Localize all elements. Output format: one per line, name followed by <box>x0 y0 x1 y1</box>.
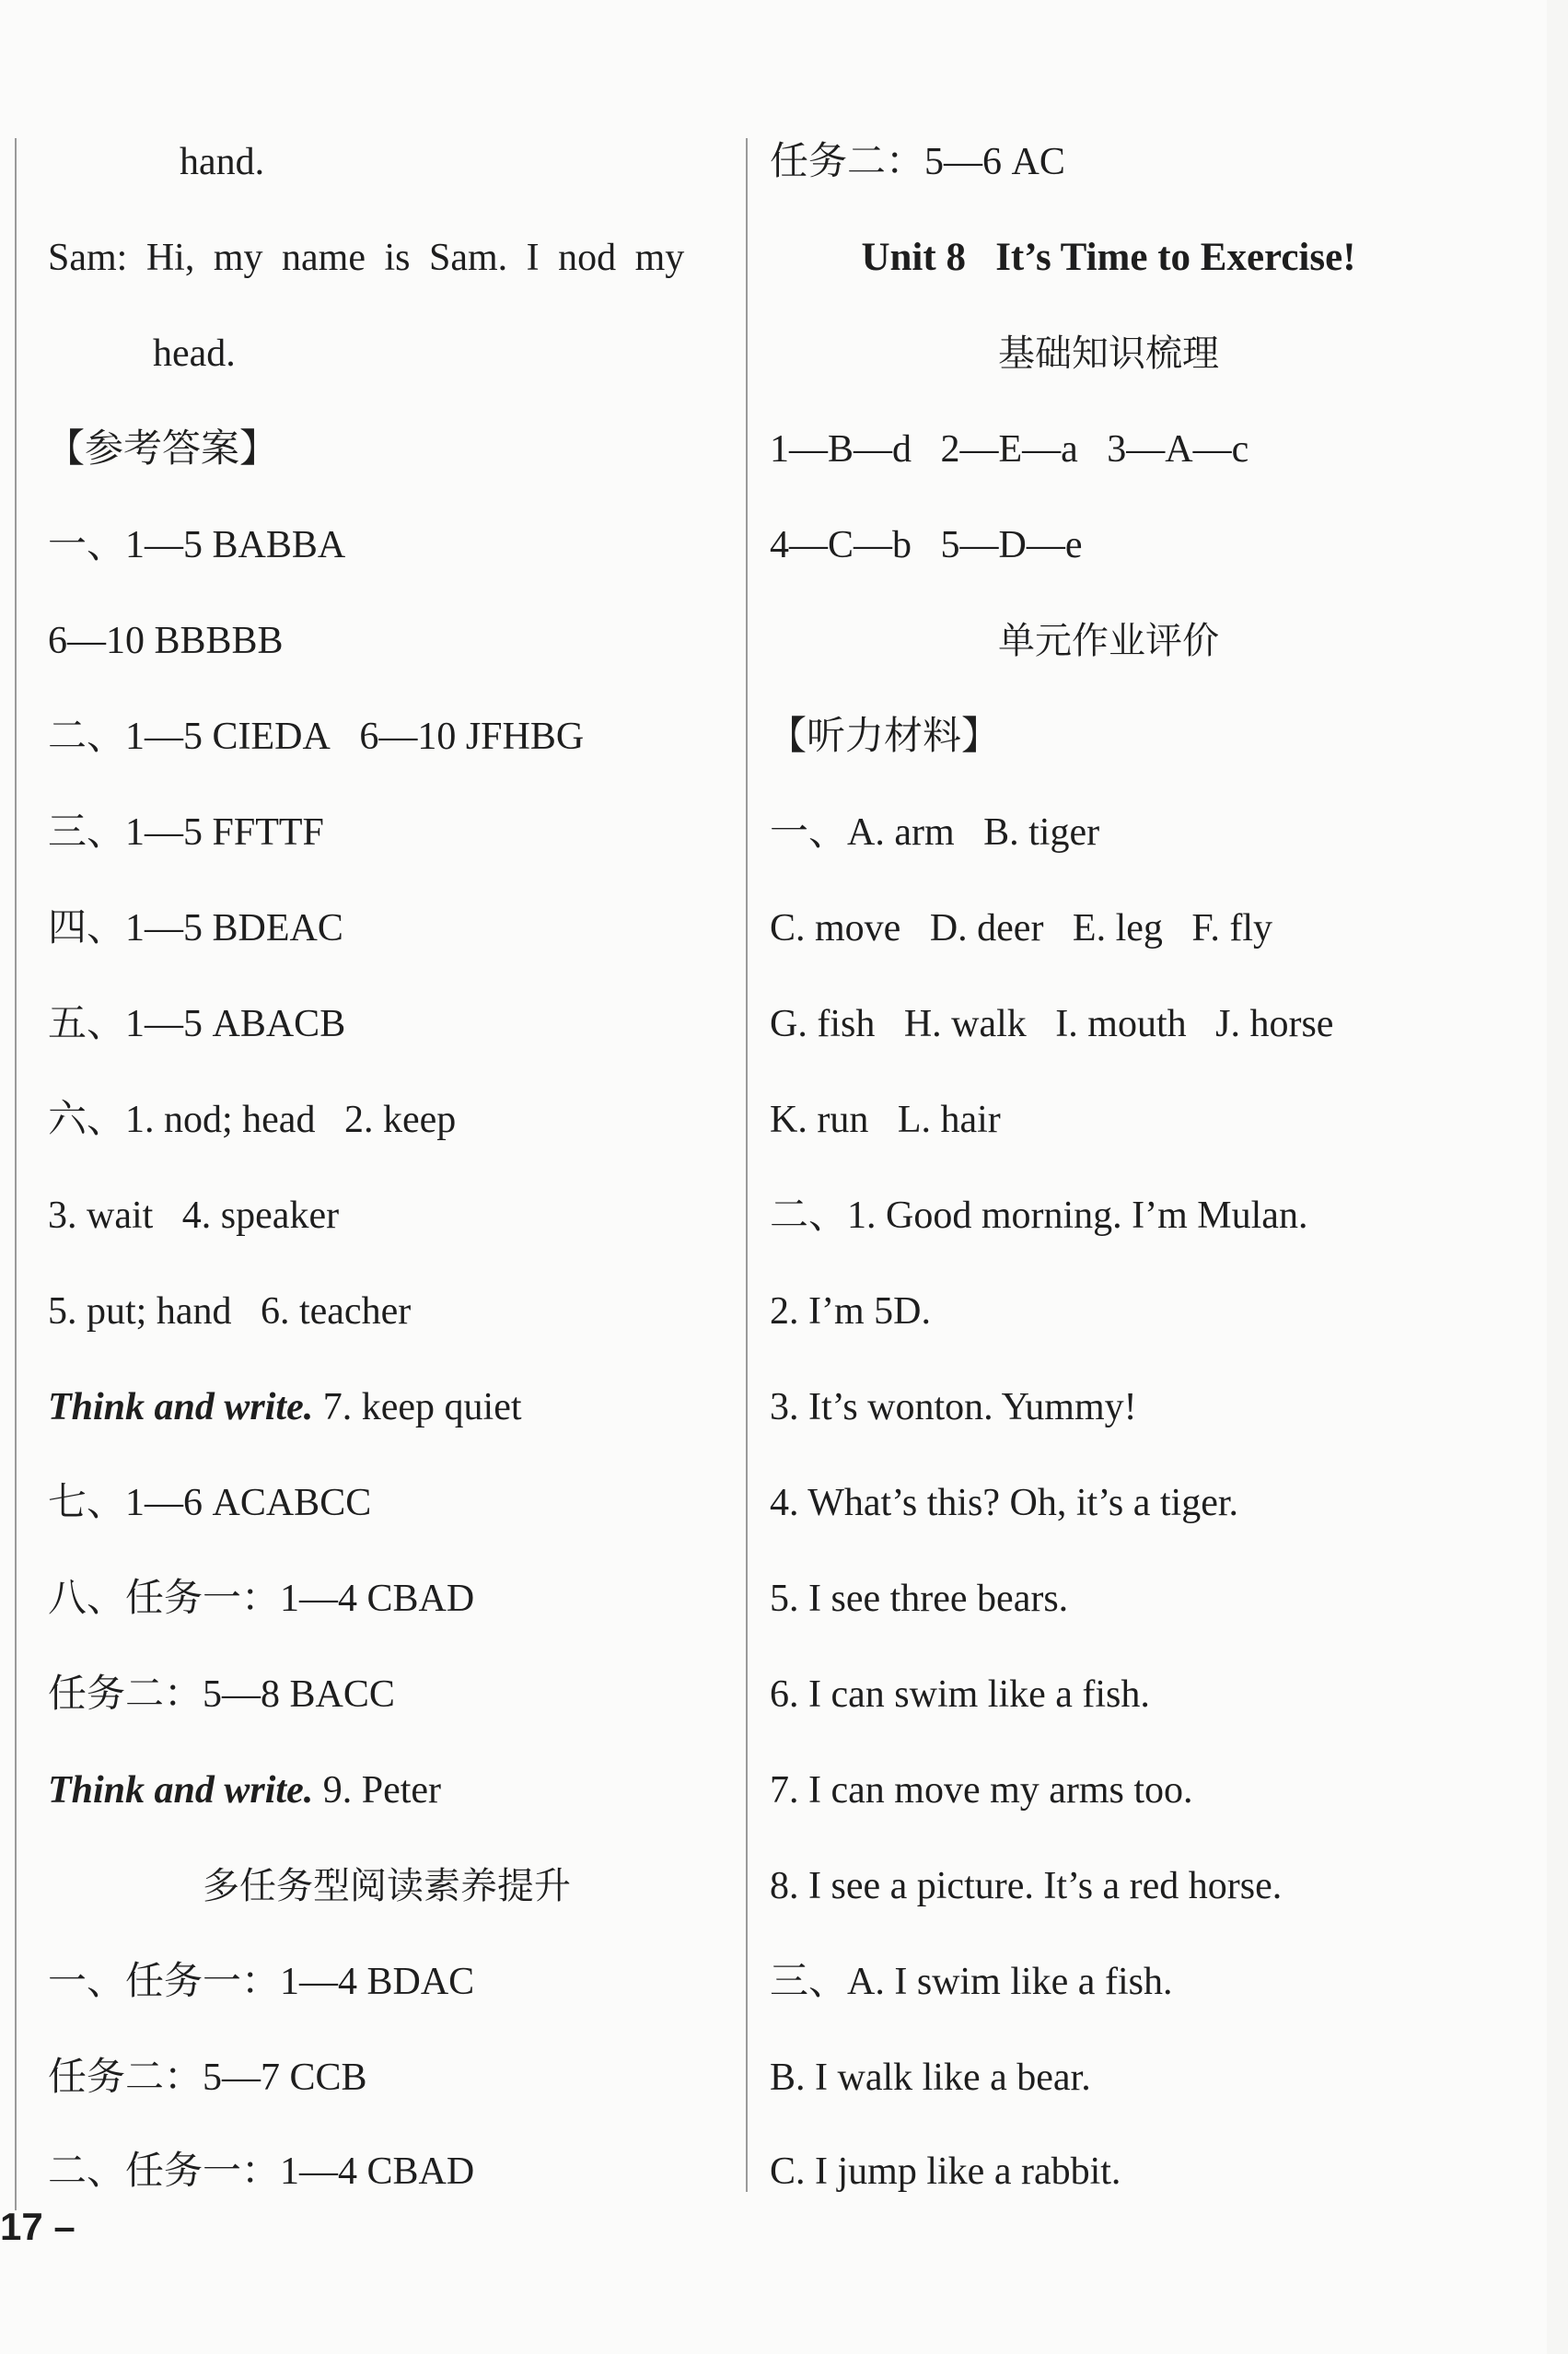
answer-line: 任务二：5—6 AC <box>770 141 1065 183</box>
answer-text: 9. Peter <box>313 1769 442 1812</box>
section-label: 【听力材料】 <box>768 716 1001 758</box>
listening-line: 4. What’s this? Oh, it’s a tiger. <box>770 1482 1239 1524</box>
answer-line <box>48 1381 522 1433</box>
answer-text: 7. keep quiet <box>313 1386 522 1428</box>
section-heading: 单元作业评价 <box>998 620 1219 662</box>
answer-line: 六、1. nod; head 2. keep <box>48 1099 457 1141</box>
section-label: 【参考答案】 <box>46 428 279 471</box>
think-and-write-label: Think and write. <box>48 1769 314 1812</box>
listening-line: 二、1. Good morning. I’m Mulan. <box>770 1194 1308 1237</box>
listening-line: 5. I see three bears. <box>770 1578 1069 1620</box>
section-heading: 基础知识梳理 <box>998 332 1219 375</box>
column-divider-rule <box>746 138 748 2192</box>
answer-line: 八、任务一：1—4 CBAD <box>48 1578 475 1620</box>
listening-line: 一、A. arm B. tiger <box>770 811 1100 854</box>
listening-line: B. I walk like a bear. <box>770 2057 1091 2099</box>
listening-line: 3. It’s wonton. Yummy! <box>770 1386 1137 1428</box>
answer-line: 三、1—5 FFTTF <box>48 811 324 854</box>
text-line: hand. <box>180 141 265 183</box>
answer-line: 二、任务一：1—4 CBAD <box>48 2150 475 2193</box>
listening-line: 2. I’m 5D. <box>770 1290 931 1333</box>
page-number: 17 – <box>0 2205 75 2248</box>
answer-line: 任务二：5—7 CCB <box>48 2057 367 2099</box>
listening-line: C. I jump like a rabbit. <box>770 2150 1121 2193</box>
listening-line: 7. I can move my arms too. <box>770 1769 1193 1812</box>
listening-line: C. move D. deer E. leg F. fly <box>770 907 1273 950</box>
listening-line: K. run L. hair <box>770 1099 1001 1141</box>
answer-line: 1—B—d 2—E—a 3—A—c <box>770 428 1249 471</box>
answer-line: 5. put; hand 6. teacher <box>48 1290 412 1333</box>
answer-line: 四、1—5 BDEAC <box>48 907 343 950</box>
text-line: Sam: Hi, my name is Sam. I nod my <box>48 237 685 279</box>
listening-line: G. fish H. walk I. mouth J. horse <box>770 1003 1334 1045</box>
answer-line <box>48 1765 441 1816</box>
answer-line: 一、任务一：1—4 BDAC <box>48 1961 475 2003</box>
listening-line: 6. I can swim like a fish. <box>770 1673 1150 1716</box>
answer-line: 4—C—b 5—D—e <box>770 524 1083 566</box>
unit-title: Unit 8 It’s Time to Exercise! <box>861 236 1356 279</box>
listening-line: 三、A. I swim like a fish. <box>770 1961 1173 2003</box>
section-heading: 多任务型阅读素养提升 <box>203 1865 571 1907</box>
think-and-write-label: Think and write. <box>48 1386 314 1428</box>
answer-line: 任务二：5—8 BACC <box>48 1673 395 1716</box>
text-line: head. <box>153 332 236 375</box>
answer-line: 七、1—6 ACABCC <box>48 1482 372 1524</box>
answer-line: 五、1—5 ABACB <box>48 1003 346 1045</box>
answer-line: 二、1—5 CIEDA 6—10 JFHBG <box>48 716 585 758</box>
answer-line: 一、1—5 BABBA <box>48 524 346 566</box>
listening-line: 8. I see a picture. It’s a red horse. <box>770 1865 1283 1907</box>
answer-line: 3. wait 4. speaker <box>48 1194 340 1237</box>
left-margin-rule <box>15 138 17 2210</box>
answer-line: 6—10 BBBBB <box>48 620 284 662</box>
